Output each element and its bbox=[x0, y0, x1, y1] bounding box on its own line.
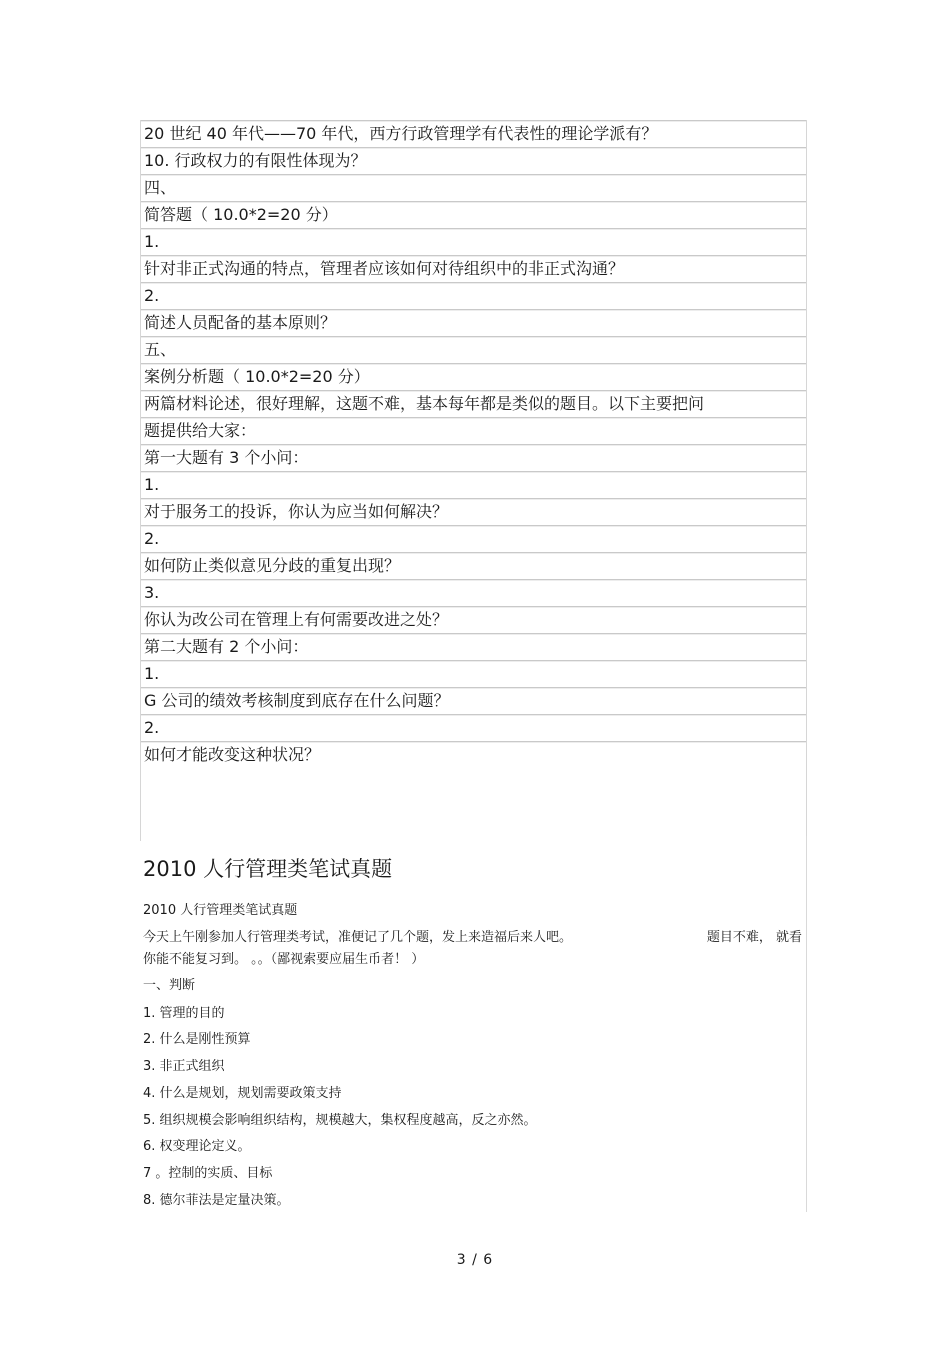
question-row: 针对非正式沟通的特点，管理者应该如何对待组织中的非正式沟通？ bbox=[141, 255, 806, 282]
judgement-item: 2. 什么是刚性预算 bbox=[143, 1032, 251, 1048]
question-row: 简述人员配备的基本原则？ bbox=[141, 309, 806, 336]
question-row: 对于服务工的投诉，你认为应当如何解决？ bbox=[141, 498, 806, 525]
question-row: 四、 bbox=[141, 174, 806, 201]
question-row: 第一大题有 3 个小问： bbox=[141, 444, 806, 471]
page-indicator: 3 / 6 bbox=[456, 1252, 494, 1268]
judgement-item: 7 。控制的实质、目标 bbox=[143, 1166, 273, 1182]
question-row: 10. 行政权力的有限性体现为？ bbox=[141, 147, 806, 174]
judgement-item: 6. 权变理论定义。 bbox=[143, 1139, 251, 1155]
question-row: 五、 bbox=[141, 336, 806, 363]
question-row: 1. bbox=[141, 228, 806, 255]
question-table-region bbox=[140, 120, 807, 841]
judgement-item: 1. 管理的目的 bbox=[143, 1005, 225, 1021]
question-row: G 公司的绩效考核制度到底存在什么问题？ bbox=[141, 687, 806, 714]
article-subtitle: 2010 人行管理类笔试真题 bbox=[143, 903, 298, 918]
question-row: 2. bbox=[141, 714, 806, 741]
article-intro-line-2: 你能不能复习到。 。。（鄙视索要应届生币者！ ） bbox=[143, 951, 425, 967]
question-row: 2. bbox=[141, 282, 806, 309]
question-row: 1. bbox=[141, 471, 806, 498]
article-intro-line-1 bbox=[143, 928, 806, 950]
article-intro-right: 题目不难， 就看 bbox=[706, 929, 802, 945]
part-one-heading: 一、判断 bbox=[143, 977, 196, 993]
question-table bbox=[140, 120, 807, 841]
question-row: 你认为改公司在管理上有何需要改进之处？ bbox=[141, 606, 806, 633]
question-row: 题提供给大家： bbox=[141, 417, 806, 444]
section-heading: 2010 人行管理类笔试真题 bbox=[143, 857, 393, 881]
judgement-item: 4. 什么是规划，规划需要政策支持 bbox=[143, 1085, 342, 1101]
question-row: 两篇材料论述，很好理解，这题不难，基本每年都是类似的题目。以下主要把问 bbox=[141, 390, 806, 417]
question-row: 简答题（ 10.0*2=20 分） bbox=[141, 201, 806, 228]
judgement-item: 3. 非正式组织 bbox=[143, 1059, 225, 1075]
question-row: 3. bbox=[141, 579, 806, 606]
judgement-item: 8. 德尔菲法是定量决策。 bbox=[143, 1193, 290, 1209]
judgement-item: 5. 组织规模会影响组织结构，规模越大，集权程度越高，反之亦然。 bbox=[143, 1112, 537, 1128]
article-intro-left: 今天上午刚参加人行管理类考试，准便记了几个题，发上来造福后来人吧。 bbox=[143, 929, 573, 945]
column-divider bbox=[806, 836, 807, 1212]
exam-article bbox=[143, 901, 806, 1218]
question-row: 1. bbox=[141, 660, 806, 687]
judgement-list bbox=[143, 1004, 806, 1218]
question-row: 如何防止类似意见分歧的重复出现？ bbox=[141, 552, 806, 579]
question-row: 如何才能改变这种状况？ bbox=[141, 741, 806, 841]
question-row: 第二大题有 2 个小问： bbox=[141, 633, 806, 660]
question-row: 案例分析题（ 10.0*2=20 分） bbox=[141, 363, 806, 390]
question-row: 20 世纪 40 年代——70 年代，西方行政管理学有代表性的理论学派有？ bbox=[141, 120, 806, 147]
question-row: 2. bbox=[141, 525, 806, 552]
